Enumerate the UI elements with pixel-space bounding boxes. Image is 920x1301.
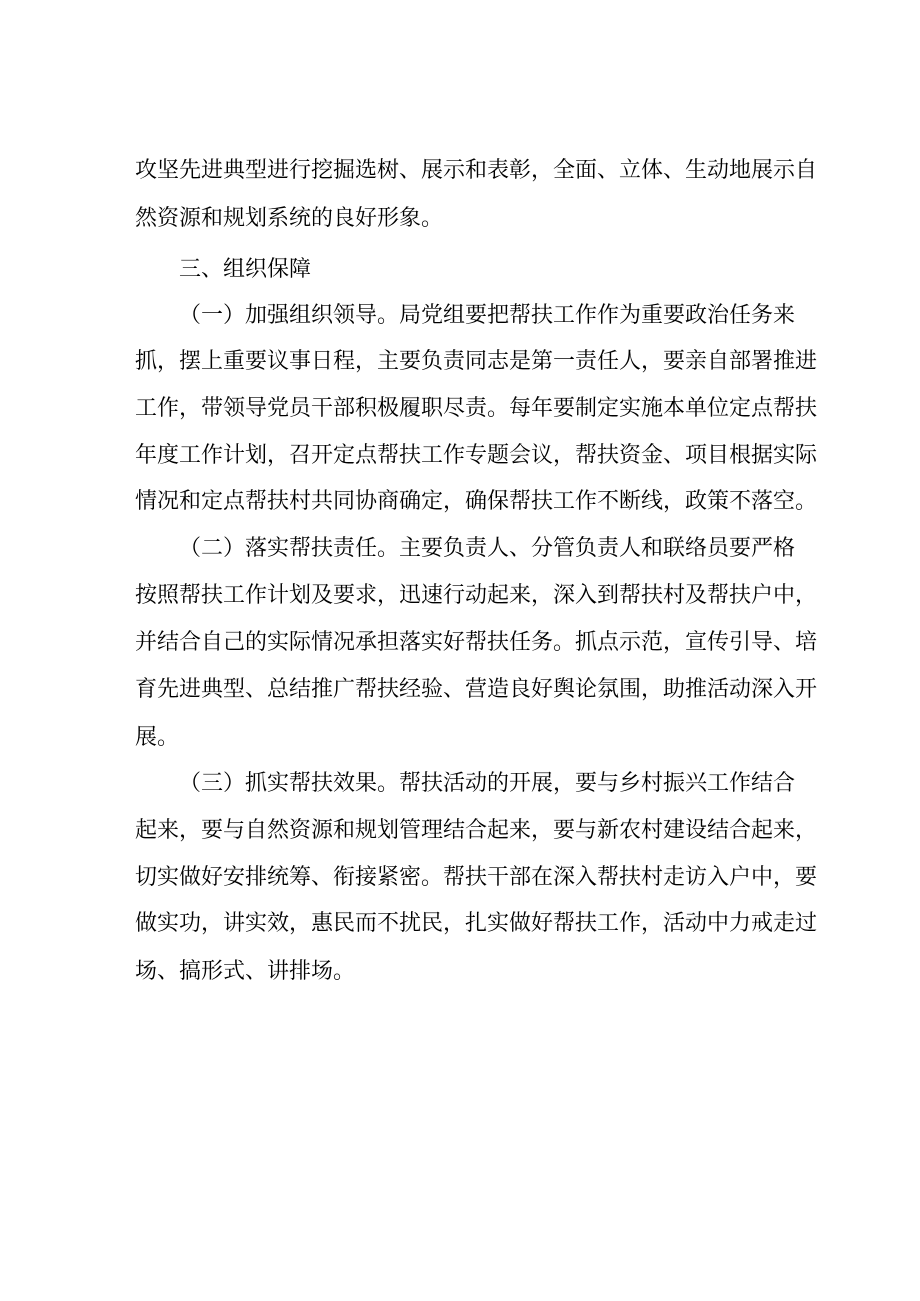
text-line: （二）落实帮扶责任。主要负责人、分管负责人和联络员要严格 (179, 536, 796, 561)
text-line: 起来，要与自然资源和规划管理结合起来，要与新农村建设结合起来， (135, 818, 818, 843)
text-line: 攻坚先进典型进行挖掘选树、展示和表彰，全面、立体、生动地展示自 (135, 158, 818, 183)
text-line: 切实做好安排统筹、衔接紧密。帮扶干部在深入帮扶村走访入户中，要 (135, 865, 818, 890)
text-line: 年度工作计划，召开定点帮扶工作专题会议，帮扶资金、项目根据实际 (135, 443, 818, 468)
text-line: 育先进典型、总结推广帮扶经验、营造良好舆论氛围，助推活动深入开 (135, 677, 818, 702)
text-line: 工作，带领导党员干部积极履职尽责。每年要制定实施本单位定点帮扶 (135, 396, 818, 421)
text-line: 情况和定点帮扶村共同协商确定，确保帮扶工作不断线，政策不落空。 (135, 489, 818, 514)
text-line: （一）加强组织领导。局党组要把帮扶工作作为重要政治任务来 (179, 303, 796, 328)
text-line: 展。 (135, 725, 180, 750)
section-heading: 三、组织保障 (179, 257, 312, 282)
text-line: 做实功，讲实效，惠民而不扰民，扎实做好帮扶工作，活动中力戒走过 (135, 911, 818, 936)
text-line: 并结合自己的实际情况承担落实好帮扶任务。抓点示范，宣传引导、培 (135, 630, 818, 655)
text-line: 场、搞形式、讲排场。 (135, 959, 356, 984)
text-line: 抓，摆上重要议事日程，主要负责同志是第一责任人，要亲自部署推进 (135, 349, 818, 374)
text-line: （三）抓实帮扶效果。帮扶活动的开展，要与乡村振兴工作结合 (179, 771, 796, 796)
text-line: 按照帮扶工作计划及要求，迅速行动起来，深入到帮扶村及帮扶户中， (135, 583, 818, 608)
text-line: 然资源和规划系统的良好形象。 (135, 206, 444, 231)
